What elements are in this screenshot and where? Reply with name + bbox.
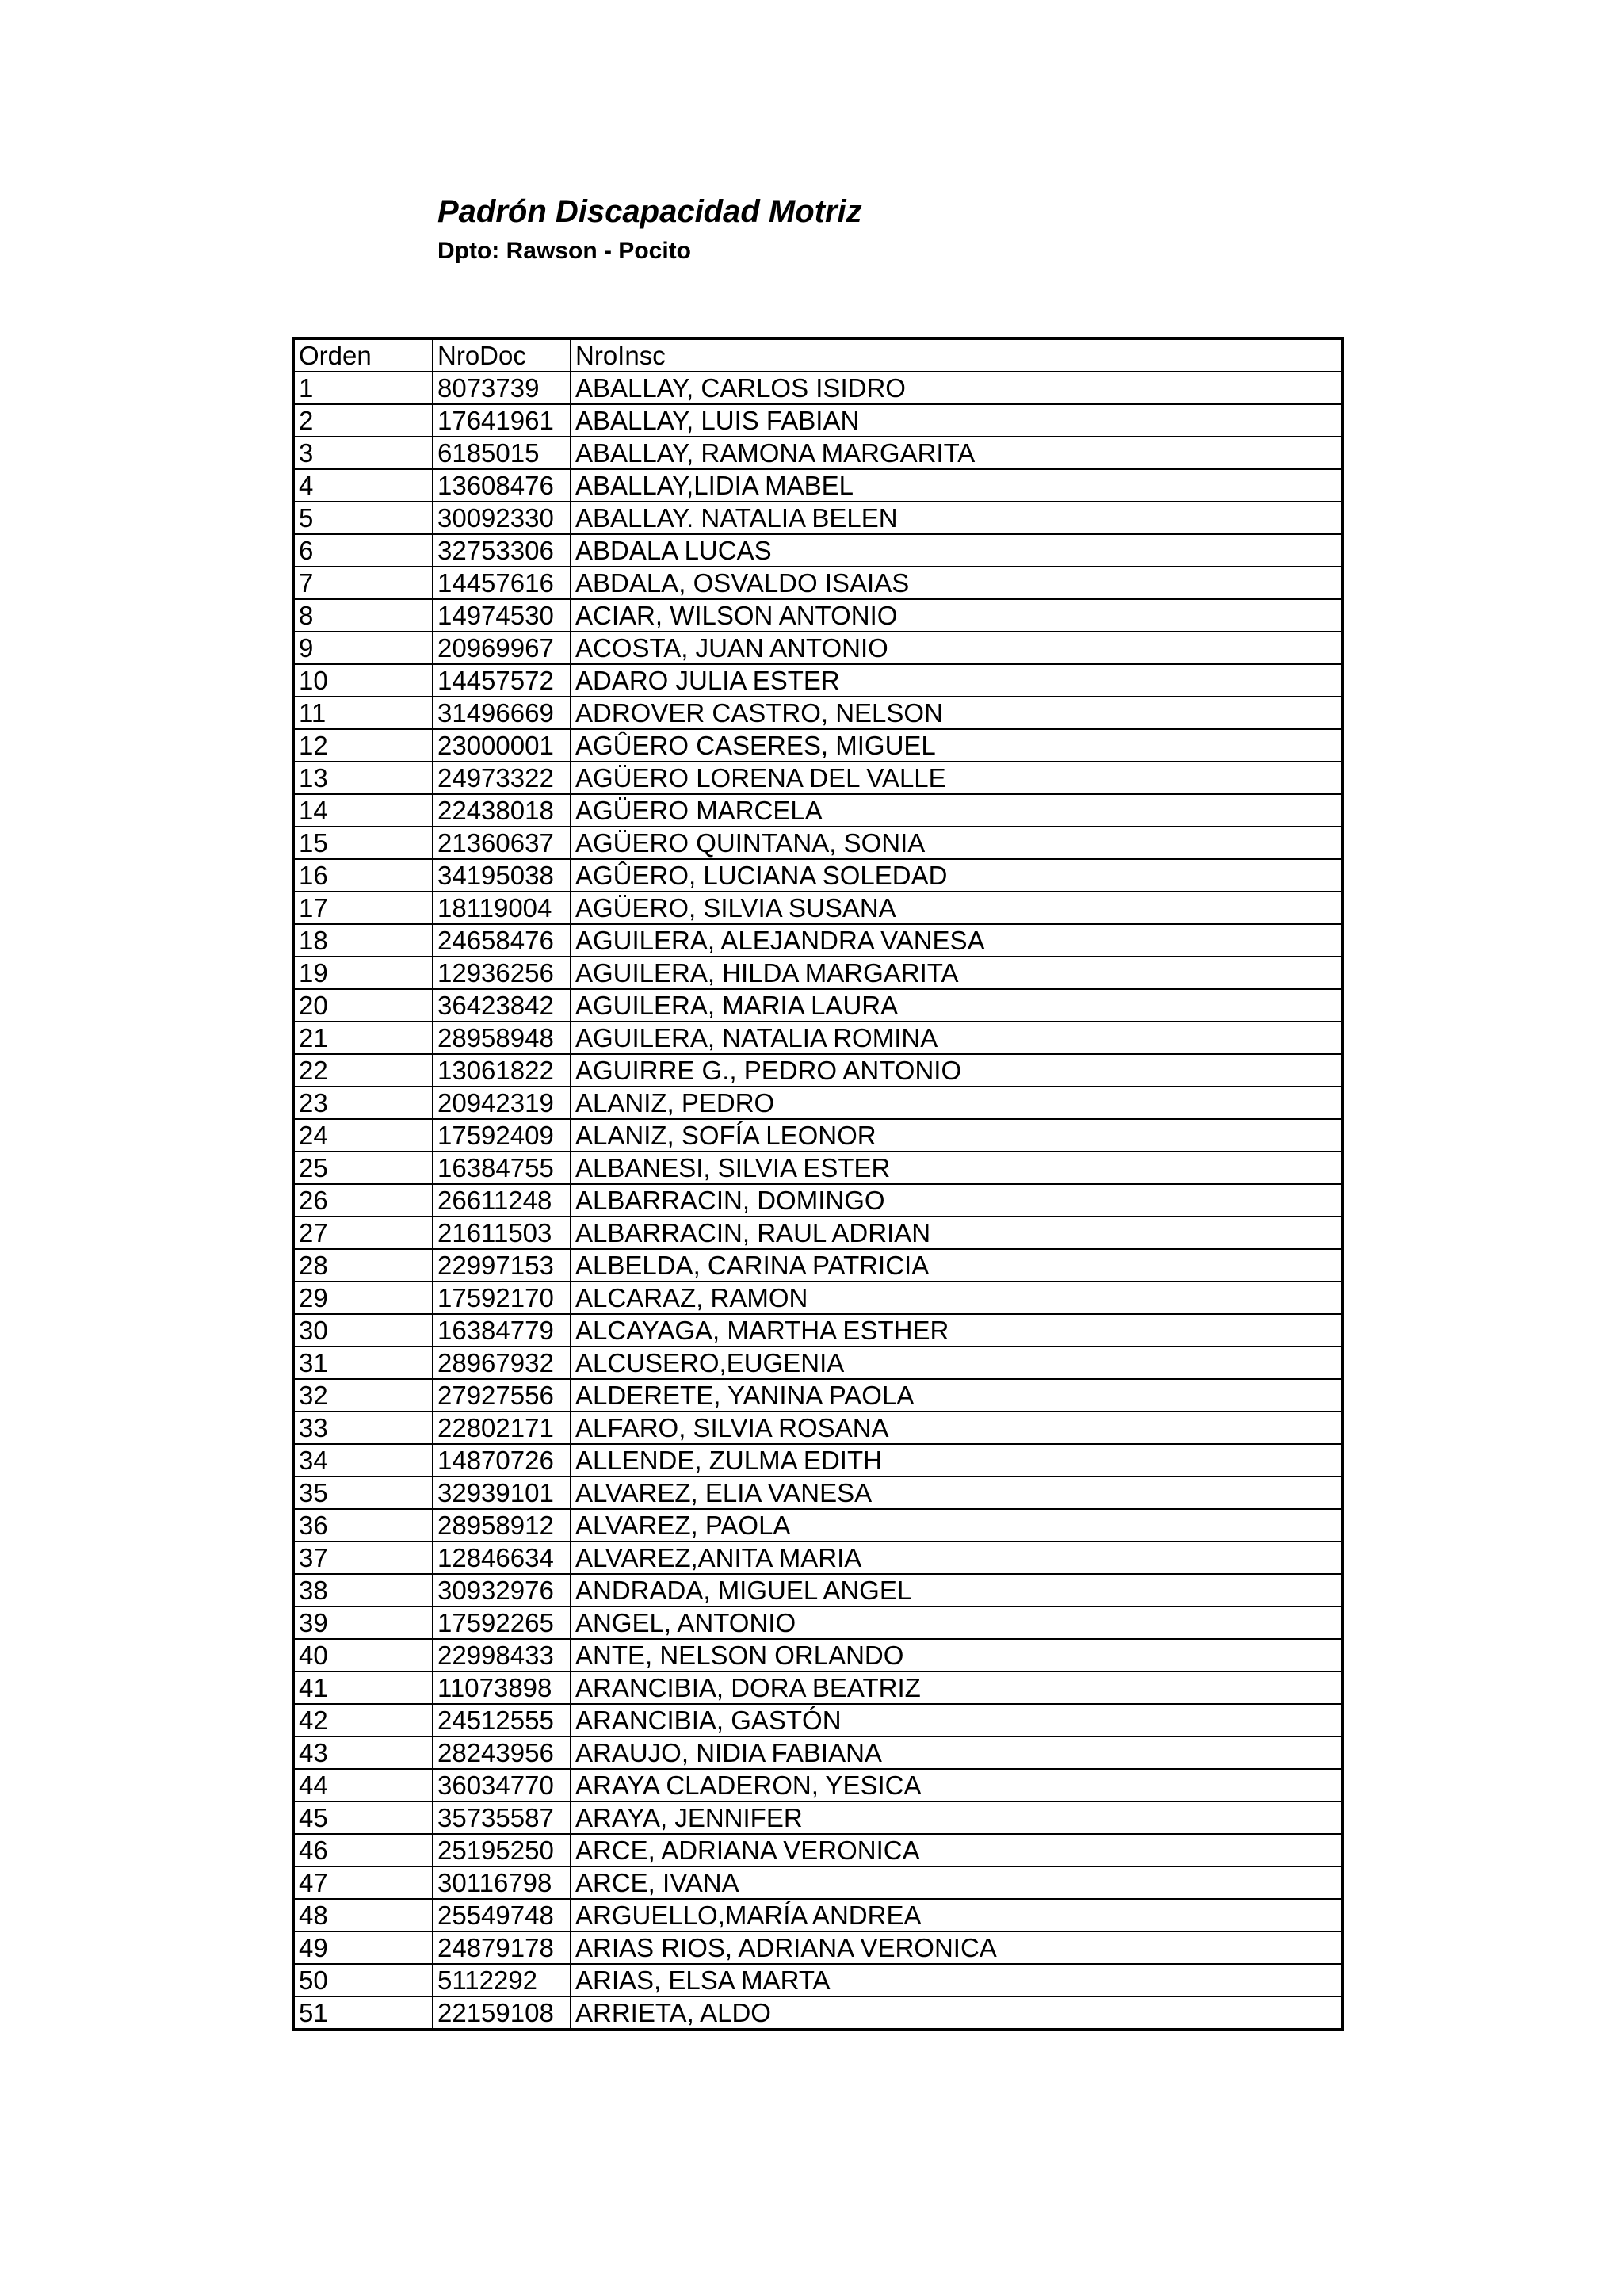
cell-nroinsc: ABALLAY. NATALIA BELEN	[571, 502, 1342, 534]
cell-nroinsc: AGÜERO MARCELA	[571, 794, 1342, 827]
table-row	[293, 1152, 1342, 1184]
header-nroinsc: NroInsc	[571, 338, 1342, 372]
cell-orden: 16	[293, 859, 433, 892]
cell-nroinsc: ALANIZ, PEDRO	[571, 1087, 1342, 1119]
table-row	[293, 989, 1342, 1022]
cell-nrodoc: 20942319	[433, 1087, 571, 1119]
cell-orden: 48	[293, 1899, 433, 1931]
cell-nrodoc: 11073898	[433, 1671, 571, 1704]
cell-orden: 25	[293, 1152, 433, 1184]
cell-orden: 15	[293, 827, 433, 859]
cell-nroinsc: ALCAYAGA, MARTHA ESTHER	[571, 1314, 1342, 1347]
cell-nroinsc: AGÜERO QUINTANA, SONIA	[571, 827, 1342, 859]
cell-nrodoc: 36034770	[433, 1769, 571, 1801]
cell-nrodoc: 22998433	[433, 1639, 571, 1671]
cell-nroinsc: ALVAREZ,ANITA MARIA	[571, 1541, 1342, 1574]
cell-nrodoc: 24973322	[433, 762, 571, 794]
table-row	[293, 1639, 1342, 1671]
cell-nrodoc: 23000001	[433, 729, 571, 762]
cell-nrodoc: 17641961	[433, 404, 571, 437]
cell-orden: 43	[293, 1736, 433, 1769]
cell-orden: 26	[293, 1184, 433, 1217]
table-row	[293, 957, 1342, 989]
cell-orden: 27	[293, 1217, 433, 1249]
cell-orden: 21	[293, 1022, 433, 1054]
table-row	[293, 372, 1342, 404]
cell-nrodoc: 24658476	[433, 924, 571, 957]
cell-nrodoc: 16384755	[433, 1152, 571, 1184]
cell-orden: 34	[293, 1444, 433, 1477]
table-row	[293, 1509, 1342, 1541]
cell-nroinsc: ALBELDA, CARINA PATRICIA	[571, 1249, 1342, 1282]
table-row	[293, 632, 1342, 664]
cell-nroinsc: ACOSTA, JUAN ANTONIO	[571, 632, 1342, 664]
header-nrodoc: NroDoc	[433, 338, 571, 372]
cell-nrodoc: 35735587	[433, 1801, 571, 1834]
cell-nrodoc: 28958948	[433, 1022, 571, 1054]
table-row	[293, 1704, 1342, 1736]
cell-orden: 35	[293, 1477, 433, 1509]
cell-nroinsc: ABALLAY, RAMONA MARGARITA	[571, 437, 1342, 469]
cell-orden: 9	[293, 632, 433, 664]
cell-nrodoc: 12846634	[433, 1541, 571, 1574]
cell-nroinsc: ARAUJO, NIDIA FABIANA	[571, 1736, 1342, 1769]
table-row	[293, 404, 1342, 437]
table-row	[293, 892, 1342, 924]
cell-nrodoc: 28958912	[433, 1509, 571, 1541]
table-row	[293, 1412, 1342, 1444]
table-row	[293, 697, 1342, 729]
table-header	[293, 338, 1342, 372]
cell-nrodoc: 8073739	[433, 372, 571, 404]
table-row	[293, 1119, 1342, 1152]
cell-orden: 3	[293, 437, 433, 469]
cell-orden: 47	[293, 1866, 433, 1899]
cell-nroinsc: ARCE, ADRIANA VERONICA	[571, 1834, 1342, 1866]
cell-nroinsc: AGUILERA, HILDA MARGARITA	[571, 957, 1342, 989]
table-row	[293, 1054, 1342, 1087]
cell-nroinsc: ABDALA LUCAS	[571, 534, 1342, 567]
cell-nroinsc: ADROVER CASTRO, NELSON	[571, 697, 1342, 729]
table-row	[293, 1606, 1342, 1639]
table-row	[293, 1347, 1342, 1379]
cell-nroinsc: ABALLAY, CARLOS ISIDRO	[571, 372, 1342, 404]
cell-nrodoc: 36423842	[433, 989, 571, 1022]
cell-nrodoc: 22997153	[433, 1249, 571, 1282]
padron-table	[292, 337, 1344, 2031]
cell-nroinsc: AGUILERA, MARIA LAURA	[571, 989, 1342, 1022]
table-row	[293, 1931, 1342, 1964]
table-row	[293, 599, 1342, 632]
document-subtitle: Dpto: Rawson - Pocito	[437, 238, 691, 264]
cell-nrodoc: 17592265	[433, 1606, 571, 1639]
cell-nrodoc: 12936256	[433, 957, 571, 989]
cell-orden: 10	[293, 664, 433, 697]
header-orden: Orden	[293, 338, 433, 372]
cell-orden: 36	[293, 1509, 433, 1541]
cell-nroinsc: ARIAS, ELSA MARTA	[571, 1964, 1342, 1996]
table-row	[293, 437, 1342, 469]
cell-orden: 44	[293, 1769, 433, 1801]
cell-nrodoc: 24879178	[433, 1931, 571, 1964]
cell-orden: 22	[293, 1054, 433, 1087]
cell-nroinsc: ANDRADA, MIGUEL ANGEL	[571, 1574, 1342, 1606]
cell-nrodoc: 34195038	[433, 859, 571, 892]
cell-orden: 39	[293, 1606, 433, 1639]
cell-orden: 41	[293, 1671, 433, 1704]
cell-nrodoc: 21360637	[433, 827, 571, 859]
cell-nrodoc: 32753306	[433, 534, 571, 567]
table-row	[293, 1996, 1342, 2030]
table-row	[293, 1574, 1342, 1606]
document-title: Padrón Discapacidad Motriz	[437, 194, 862, 229]
cell-orden: 24	[293, 1119, 433, 1152]
table-row	[293, 729, 1342, 762]
cell-nroinsc: ALBARRACIN, DOMINGO	[571, 1184, 1342, 1217]
table-row	[293, 1769, 1342, 1801]
cell-orden: 29	[293, 1282, 433, 1314]
cell-orden: 19	[293, 957, 433, 989]
cell-nroinsc: AGÛERO CASERES, MIGUEL	[571, 729, 1342, 762]
cell-nroinsc: ABDALA, OSVALDO ISAIAS	[571, 567, 1342, 599]
table-row	[293, 1217, 1342, 1249]
cell-nroinsc: ABALLAY, LUIS FABIAN	[571, 404, 1342, 437]
cell-orden: 12	[293, 729, 433, 762]
cell-nrodoc: 28967932	[433, 1347, 571, 1379]
cell-orden: 45	[293, 1801, 433, 1834]
cell-nrodoc: 27927556	[433, 1379, 571, 1412]
cell-nroinsc: AGÜERO LORENA DEL VALLE	[571, 762, 1342, 794]
cell-nroinsc: ABALLAY,LIDIA MABEL	[571, 469, 1342, 502]
cell-nrodoc: 5112292	[433, 1964, 571, 1996]
cell-nroinsc: ARAYA CLADERON, YESICA	[571, 1769, 1342, 1801]
table-row	[293, 1087, 1342, 1119]
cell-nrodoc: 25549748	[433, 1899, 571, 1931]
cell-nrodoc: 17592170	[433, 1282, 571, 1314]
cell-nrodoc: 20969967	[433, 632, 571, 664]
table-row	[293, 534, 1342, 567]
table-row	[293, 469, 1342, 502]
cell-nrodoc: 18119004	[433, 892, 571, 924]
cell-orden: 4	[293, 469, 433, 502]
table-row	[293, 1477, 1342, 1509]
cell-nrodoc: 30116798	[433, 1866, 571, 1899]
table-row	[293, 567, 1342, 599]
cell-nroinsc: ARANCIBIA, DORA BEATRIZ	[571, 1671, 1342, 1704]
cell-nrodoc: 24512555	[433, 1704, 571, 1736]
cell-nroinsc: ARANCIBIA, GASTÓN	[571, 1704, 1342, 1736]
table-body	[293, 372, 1342, 2030]
header-row	[293, 338, 1342, 372]
cell-nroinsc: ARCE, IVANA	[571, 1866, 1342, 1899]
table-row	[293, 1184, 1342, 1217]
table-row	[293, 1379, 1342, 1412]
cell-orden: 38	[293, 1574, 433, 1606]
table-row	[293, 827, 1342, 859]
cell-nroinsc: ARGUELLO,MARÍA ANDREA	[571, 1899, 1342, 1931]
cell-nroinsc: ARIAS RIOS, ADRIANA VERONICA	[571, 1931, 1342, 1964]
cell-nroinsc: ARAYA, JENNIFER	[571, 1801, 1342, 1834]
cell-nroinsc: ALANIZ, SOFÍA LEONOR	[571, 1119, 1342, 1152]
cell-orden: 51	[293, 1996, 433, 2030]
table-row	[293, 1314, 1342, 1347]
cell-orden: 2	[293, 404, 433, 437]
cell-nroinsc: ALLENDE, ZULMA EDITH	[571, 1444, 1342, 1477]
cell-nroinsc: ACIAR, WILSON ANTONIO	[571, 599, 1342, 632]
table-row	[293, 1736, 1342, 1769]
cell-nroinsc: ADARO JULIA ESTER	[571, 664, 1342, 697]
cell-nrodoc: 13061822	[433, 1054, 571, 1087]
cell-nroinsc: AGUILERA, NATALIA ROMINA	[571, 1022, 1342, 1054]
cell-nrodoc: 14457572	[433, 664, 571, 697]
cell-orden: 32	[293, 1379, 433, 1412]
cell-nroinsc: ANTE, NELSON ORLANDO	[571, 1639, 1342, 1671]
cell-orden: 18	[293, 924, 433, 957]
cell-orden: 8	[293, 599, 433, 632]
cell-nrodoc: 32939101	[433, 1477, 571, 1509]
cell-nroinsc: ALCUSERO,EUGENIA	[571, 1347, 1342, 1379]
table-row	[293, 762, 1342, 794]
cell-nrodoc: 14974530	[433, 599, 571, 632]
cell-nrodoc: 16384779	[433, 1314, 571, 1347]
cell-nrodoc: 25195250	[433, 1834, 571, 1866]
cell-nrodoc: 14870726	[433, 1444, 571, 1477]
cell-nroinsc: ALBANESI, SILVIA ESTER	[571, 1152, 1342, 1184]
table-row	[293, 1801, 1342, 1834]
cell-nroinsc: ALBARRACIN, RAUL ADRIAN	[571, 1217, 1342, 1249]
table-row	[293, 1022, 1342, 1054]
cell-nroinsc: ANGEL, ANTONIO	[571, 1606, 1342, 1639]
cell-nroinsc: ALVAREZ, ELIA VANESA	[571, 1477, 1342, 1509]
cell-nrodoc: 28243956	[433, 1736, 571, 1769]
table-row	[293, 859, 1342, 892]
table-row	[293, 1282, 1342, 1314]
cell-nrodoc: 31496669	[433, 697, 571, 729]
cell-nroinsc: ARRIETA, ALDO	[571, 1996, 1342, 2030]
cell-orden: 50	[293, 1964, 433, 1996]
cell-nrodoc: 22159108	[433, 1996, 571, 2030]
cell-nrodoc: 22802171	[433, 1412, 571, 1444]
table-row	[293, 502, 1342, 534]
cell-nroinsc: AGUIRRE G., PEDRO ANTONIO	[571, 1054, 1342, 1087]
cell-orden: 49	[293, 1931, 433, 1964]
cell-orden: 1	[293, 372, 433, 404]
cell-nroinsc: ALDERETE, YANINA PAOLA	[571, 1379, 1342, 1412]
cell-orden: 14	[293, 794, 433, 827]
cell-orden: 6	[293, 534, 433, 567]
cell-orden: 46	[293, 1834, 433, 1866]
table-row	[293, 1899, 1342, 1931]
cell-orden: 37	[293, 1541, 433, 1574]
cell-orden: 33	[293, 1412, 433, 1444]
cell-nroinsc: ALCARAZ, RAMON	[571, 1282, 1342, 1314]
cell-nrodoc: 30092330	[433, 502, 571, 534]
cell-nrodoc: 26611248	[433, 1184, 571, 1217]
cell-nrodoc: 6185015	[433, 437, 571, 469]
cell-nroinsc: AGUILERA, ALEJANDRA VANESA	[571, 924, 1342, 957]
cell-nrodoc: 14457616	[433, 567, 571, 599]
table-row	[293, 1249, 1342, 1282]
cell-nroinsc: AGÛERO, LUCIANA SOLEDAD	[571, 859, 1342, 892]
cell-nroinsc: AGÜERO, SILVIA SUSANA	[571, 892, 1342, 924]
table-row	[293, 1834, 1342, 1866]
table-row	[293, 1444, 1342, 1477]
cell-orden: 28	[293, 1249, 433, 1282]
cell-orden: 5	[293, 502, 433, 534]
cell-orden: 42	[293, 1704, 433, 1736]
cell-orden: 23	[293, 1087, 433, 1119]
table-row	[293, 664, 1342, 697]
cell-orden: 13	[293, 762, 433, 794]
cell-orden: 17	[293, 892, 433, 924]
cell-nroinsc: ALFARO, SILVIA ROSANA	[571, 1412, 1342, 1444]
table-row	[293, 924, 1342, 957]
cell-nroinsc: ALVAREZ, PAOLA	[571, 1509, 1342, 1541]
table-row	[293, 1866, 1342, 1899]
cell-nrodoc: 22438018	[433, 794, 571, 827]
table-row	[293, 1671, 1342, 1704]
cell-nrodoc: 17592409	[433, 1119, 571, 1152]
cell-nrodoc: 21611503	[433, 1217, 571, 1249]
cell-orden: 30	[293, 1314, 433, 1347]
cell-nrodoc: 30932976	[433, 1574, 571, 1606]
table-row	[293, 794, 1342, 827]
table-row	[293, 1541, 1342, 1574]
table-row	[293, 1964, 1342, 1996]
cell-orden: 11	[293, 697, 433, 729]
cell-nrodoc: 13608476	[433, 469, 571, 502]
cell-orden: 40	[293, 1639, 433, 1671]
cell-orden: 7	[293, 567, 433, 599]
cell-orden: 20	[293, 989, 433, 1022]
cell-orden: 31	[293, 1347, 433, 1379]
